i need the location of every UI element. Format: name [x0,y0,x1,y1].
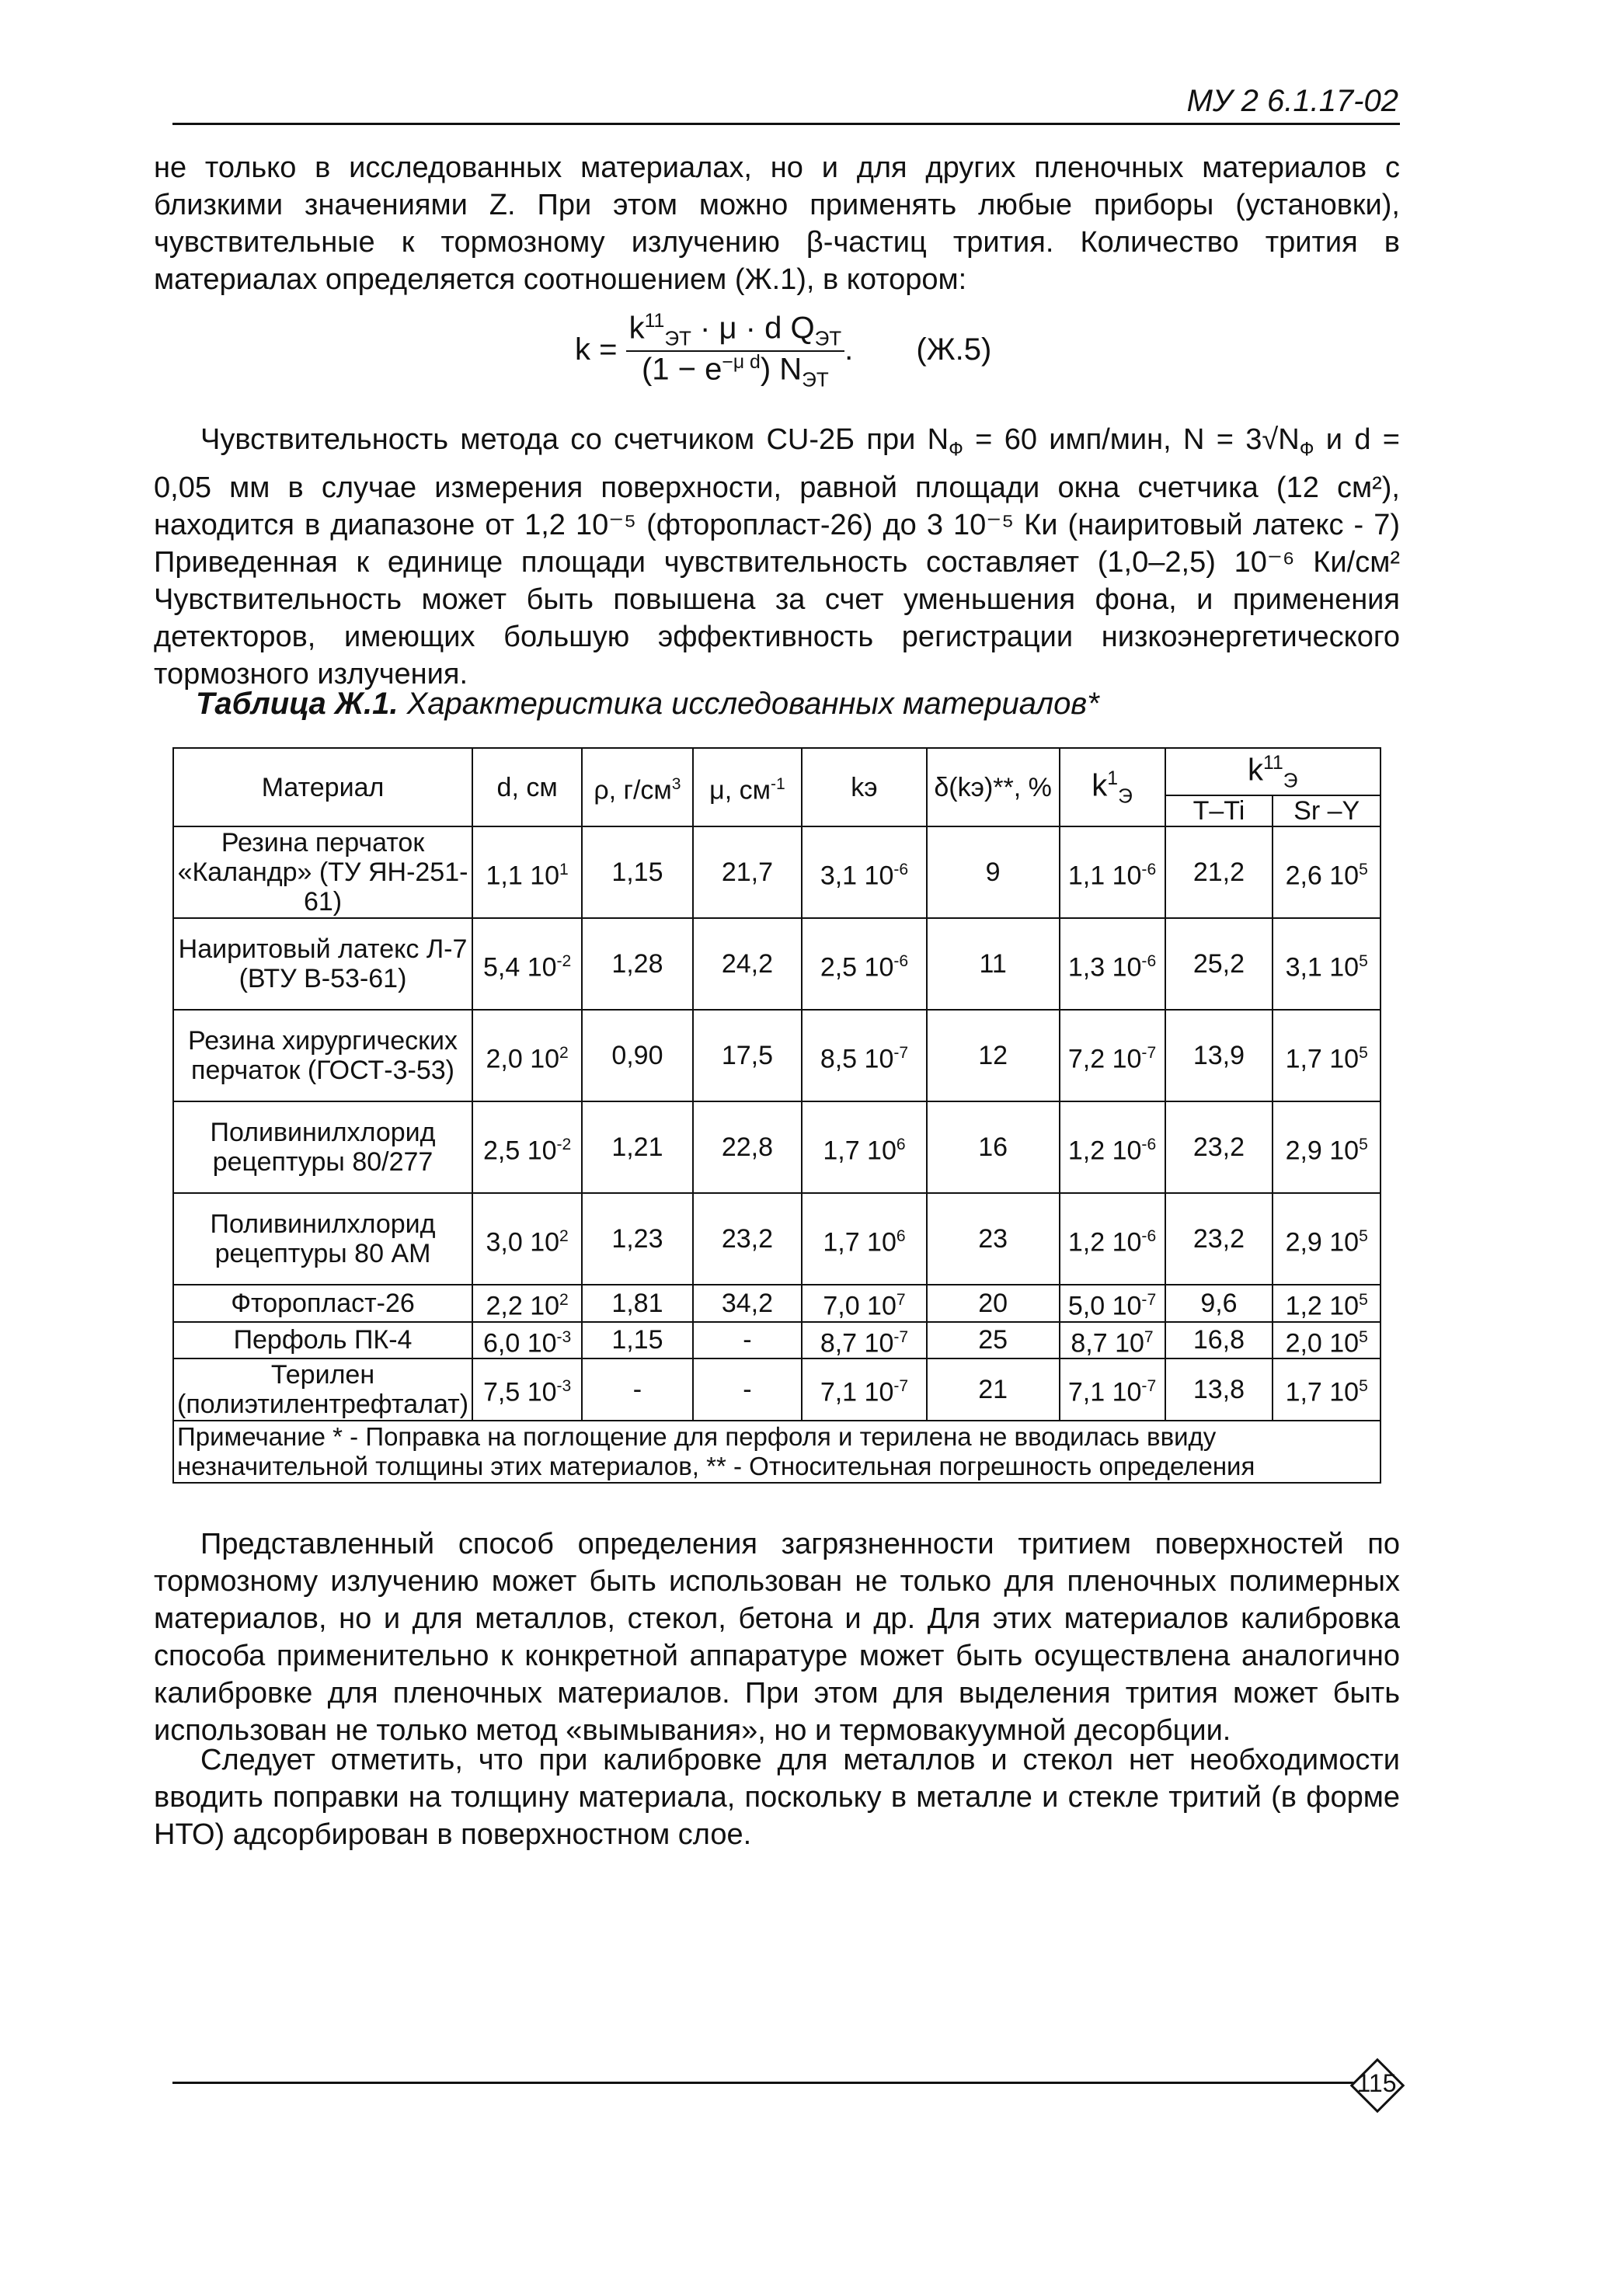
col-header-d: d, см [472,748,582,826]
table-cell: 2,5 $10^{-2}$ [472,1101,582,1193]
header-rule [172,123,1400,125]
table-cell: 0,90 [582,1010,692,1101]
table-cell: 1,28 [582,918,692,1010]
table-cell: 1,2 $10^{-6}$ [1060,1101,1165,1193]
table-cell: 7,0 $10^7$ [802,1285,926,1321]
table-cell: Фторопласт-26 [173,1285,472,1321]
table-cell: 21,2 [1165,826,1273,918]
document-code: МУ 2 6.1.17-02 [1186,84,1398,118]
table-cell: 17,5 [693,1010,803,1101]
table-cell: 2,9 $10^5$ [1273,1193,1381,1285]
table-cell: Резина хирургических перчаток (ГОСТ-3-53) [173,1010,472,1101]
formula-fraction [626,311,845,392]
table-cell: 1,7 $10^6$ [802,1101,926,1193]
table-note: Примечание * - Поправка на поглощение для перфоля и терилена не вводилась ввиду незначительной толщины этих материалов, ** - Относительная погрешность определения [173,1421,1381,1483]
table-row [173,1358,1381,1421]
table-row [173,1193,1381,1285]
table-note-row [173,1421,1381,1483]
table-cell: 1,81 [582,1285,692,1321]
table-cell: 3,1 $10^{-6}$ [802,826,926,918]
table-cell: 7,1 $10^{-7}$ [802,1358,926,1421]
col-header-mu: μ, $см^{-1}$ [693,748,803,826]
table-cell: 1,3 $10^{-6}$ [1060,918,1165,1010]
table-cell: - [693,1322,803,1358]
table-cell: 20 [927,1285,1060,1321]
table-cell: 5,0 $10^{-7}$ [1060,1285,1165,1321]
table-cell: 23 [927,1193,1060,1285]
table-cell: 1,7 $10^5$ [1273,1358,1381,1421]
table-cell: 11 [927,918,1060,1010]
col-header-delta: δ(kэ)**, % [927,748,1060,826]
table-cell: 7,1 $10^{-7}$ [1060,1358,1165,1421]
table-cell: 21,7 [693,826,803,918]
table-cell: 1,2 $10^5$ [1273,1285,1381,1321]
table-cell: 1,1 $10^{-6}$ [1060,826,1165,918]
footer-rule [172,2082,1366,2084]
table-row [173,1101,1381,1193]
table-cell: 1,7 $10^5$ [1273,1010,1381,1101]
col-header-k: kэ [802,748,926,826]
table-cell: 2,6 $10^5$ [1273,826,1381,918]
formula-label: (Ж.5) [916,332,992,367]
table-row [173,1322,1381,1358]
formula-zh5: k = $\frac{k^{11}_{ЭТ} \cdot \mu \cdot d Q_{ЭТ}}{(1 - e^{-\mu d}) N_{ЭТ}}$ . (Ж.5) [575,311,992,391]
table-cell: 2,5 $10^{-6}$ [802,918,926,1010]
table-cell: 1,15 [582,826,692,918]
col-header-k1: $k^1_Э$ [1060,748,1165,826]
page-number: 115 [1356,2069,1397,2097]
table-cell: - [582,1358,692,1421]
table-cell: 23,2 [1165,1193,1273,1285]
table-cell: 7,2 $10^{-7}$ [1060,1010,1165,1101]
table-cell: 8,7 $10^{-7}$ [802,1322,926,1358]
table-cell: 7,5 $10^{-3}$ [472,1358,582,1421]
col-header-rho: ρ, $г/см^3$ [582,748,692,826]
formula-lhs: k = [575,332,618,367]
formula-denominator: $(1 - e^{-\mu d})$ $N_{ЭТ}$ [641,352,829,391]
table-cell: 21 [927,1358,1060,1421]
col-header-t-ti: T–Ti [1165,795,1273,826]
col-header-sr-y: Sr –Y [1273,795,1381,826]
table-cell: 25 [927,1322,1060,1358]
table-cell: 1,1 $10^1$ [472,826,582,918]
table-cell: 1,21 [582,1101,692,1193]
table-cell: Резина перчаток «Каландр» (ТУ ЯН-251-61) [173,826,472,918]
table-cell: 3,1 $10^5$ [1273,918,1381,1010]
col-header-material: Материал [173,748,472,826]
table-cell: 24,2 [693,918,803,1010]
table-cell: 22,8 [693,1101,803,1193]
table-cell: 13,8 [1165,1358,1273,1421]
table-row [173,918,1381,1010]
table-row [173,1010,1381,1101]
table-cell: 16 [927,1101,1060,1193]
table-cell: 23,2 [1165,1101,1273,1193]
table-cell: 8,5 $10^{-7}$ [802,1010,926,1101]
table-cell: 2,0 $10^2$ [472,1010,582,1101]
paragraph-intro: не только в исследованных материалах, но и для других пленочных материалов с близкими значениями Z. При этом можно применять любые приборы (установки), чувствительные к тормозному излучению β-частиц трития. Количество трития в материалах определяется соотношением (Ж.1), в котором: [154,151,1400,296]
table-cell: 34,2 [693,1285,803,1321]
table-cell: 8,7 $10^7$ [1060,1322,1165,1358]
table-cell: 2,0 $10^5$ [1273,1322,1381,1358]
formula-numerator: $k^{11}_{ЭТ} \cdot \mu \cdot d$ $Q_{ЭТ}$ [626,311,845,352]
table-cell: 16,8 [1165,1322,1273,1358]
table-cell: 2,9 $10^5$ [1273,1101,1381,1193]
table-cell: Поливинилхлорид рецептуры 80/277 [173,1101,472,1193]
table-row [173,1285,1381,1321]
paragraph-metals: Следует отметить, что при калибровке для металлов и стекол нет необходимости вводить поправки на толщину материала, поскольку в металле и стекле тритий (в форме НТО) адсорбирован в поверхностном слое. [154,1744,1400,1851]
col-header-k11: $k^{11}_Э$ [1165,748,1381,795]
table-cell: - [693,1358,803,1421]
table-cell: Наиритовый латекс Л-7 (ВТУ В-53-61) [173,918,472,1010]
table-cell: 9,6 [1165,1285,1273,1321]
table-cell: 2,2 $10^2$ [472,1285,582,1321]
table-cell: 1,15 [582,1322,692,1358]
table-cell: 25,2 [1165,918,1273,1010]
paragraph-method: Представленный способ определения загрязненности тритием поверхностей по тормозному излучению может быть использован не только для пленочных полимерных материалов, но и для металлов, стекол, бетона и др. Для этих материалов калибровка способа применительно к конкретной аппаратуре может быть осуществлена аналогично калибровке для пленочных материалов. При этом для выделения трития может быть использован не только метод «вымывания», но и термовакуумной десорбции. [154,1528,1400,1747]
table-cell: 13,9 [1165,1010,1273,1101]
table-cell: 6,0 $10^{-3}$ [472,1322,582,1358]
table-row [173,826,1381,918]
table-cell: Поливинилхлорид рецептуры 80 АМ [173,1193,472,1285]
table-cell: 5,4 $10^{-2}$ [472,918,582,1010]
table-cell: 9 [927,826,1060,918]
table-caption: Таблица Ж.1. Характеристика исследованных материалов* [196,687,1099,721]
table-header-row [173,748,1381,795]
table-cell: 12 [927,1010,1060,1101]
table-cell: Терилен (полиэтилентрефталат) [173,1358,472,1421]
table-cell: 1,23 [582,1193,692,1285]
table-cell: Перфоль ПК-4 [173,1322,472,1358]
table-cell: 1,7 $10^6$ [802,1193,926,1285]
table-cell: 3,0 $10^2$ [472,1193,582,1285]
table-cell: 1,2 $10^{-6}$ [1060,1193,1165,1285]
paragraph-sensitivity: Чувствительность метода со счетчиком CU-2Б при $N_Ф = 60$ имп/мин, $N = 3√N_Ф$ и d = 0,05 мм в случае измерения поверхности, равной площади окна счетчика (12 см²), находится в диапазоне от 1,2 10⁻⁵ (фторопласт-26) до 3 10⁻⁵ Ки (наиритовый латекс - 7) Приведенная к единице площади чувствительность составляет (1,0–2,5) 10⁻⁶ Ки/см² Чувствительность может быть повышена за счет уменьшения фона, и применения детекторов, имеющих большую эффективность регистрации низкоэнергетического тормозного излучения. [154,423,1400,691]
table-cell: 23,2 [693,1193,803,1285]
materials-table [172,747,1381,1484]
